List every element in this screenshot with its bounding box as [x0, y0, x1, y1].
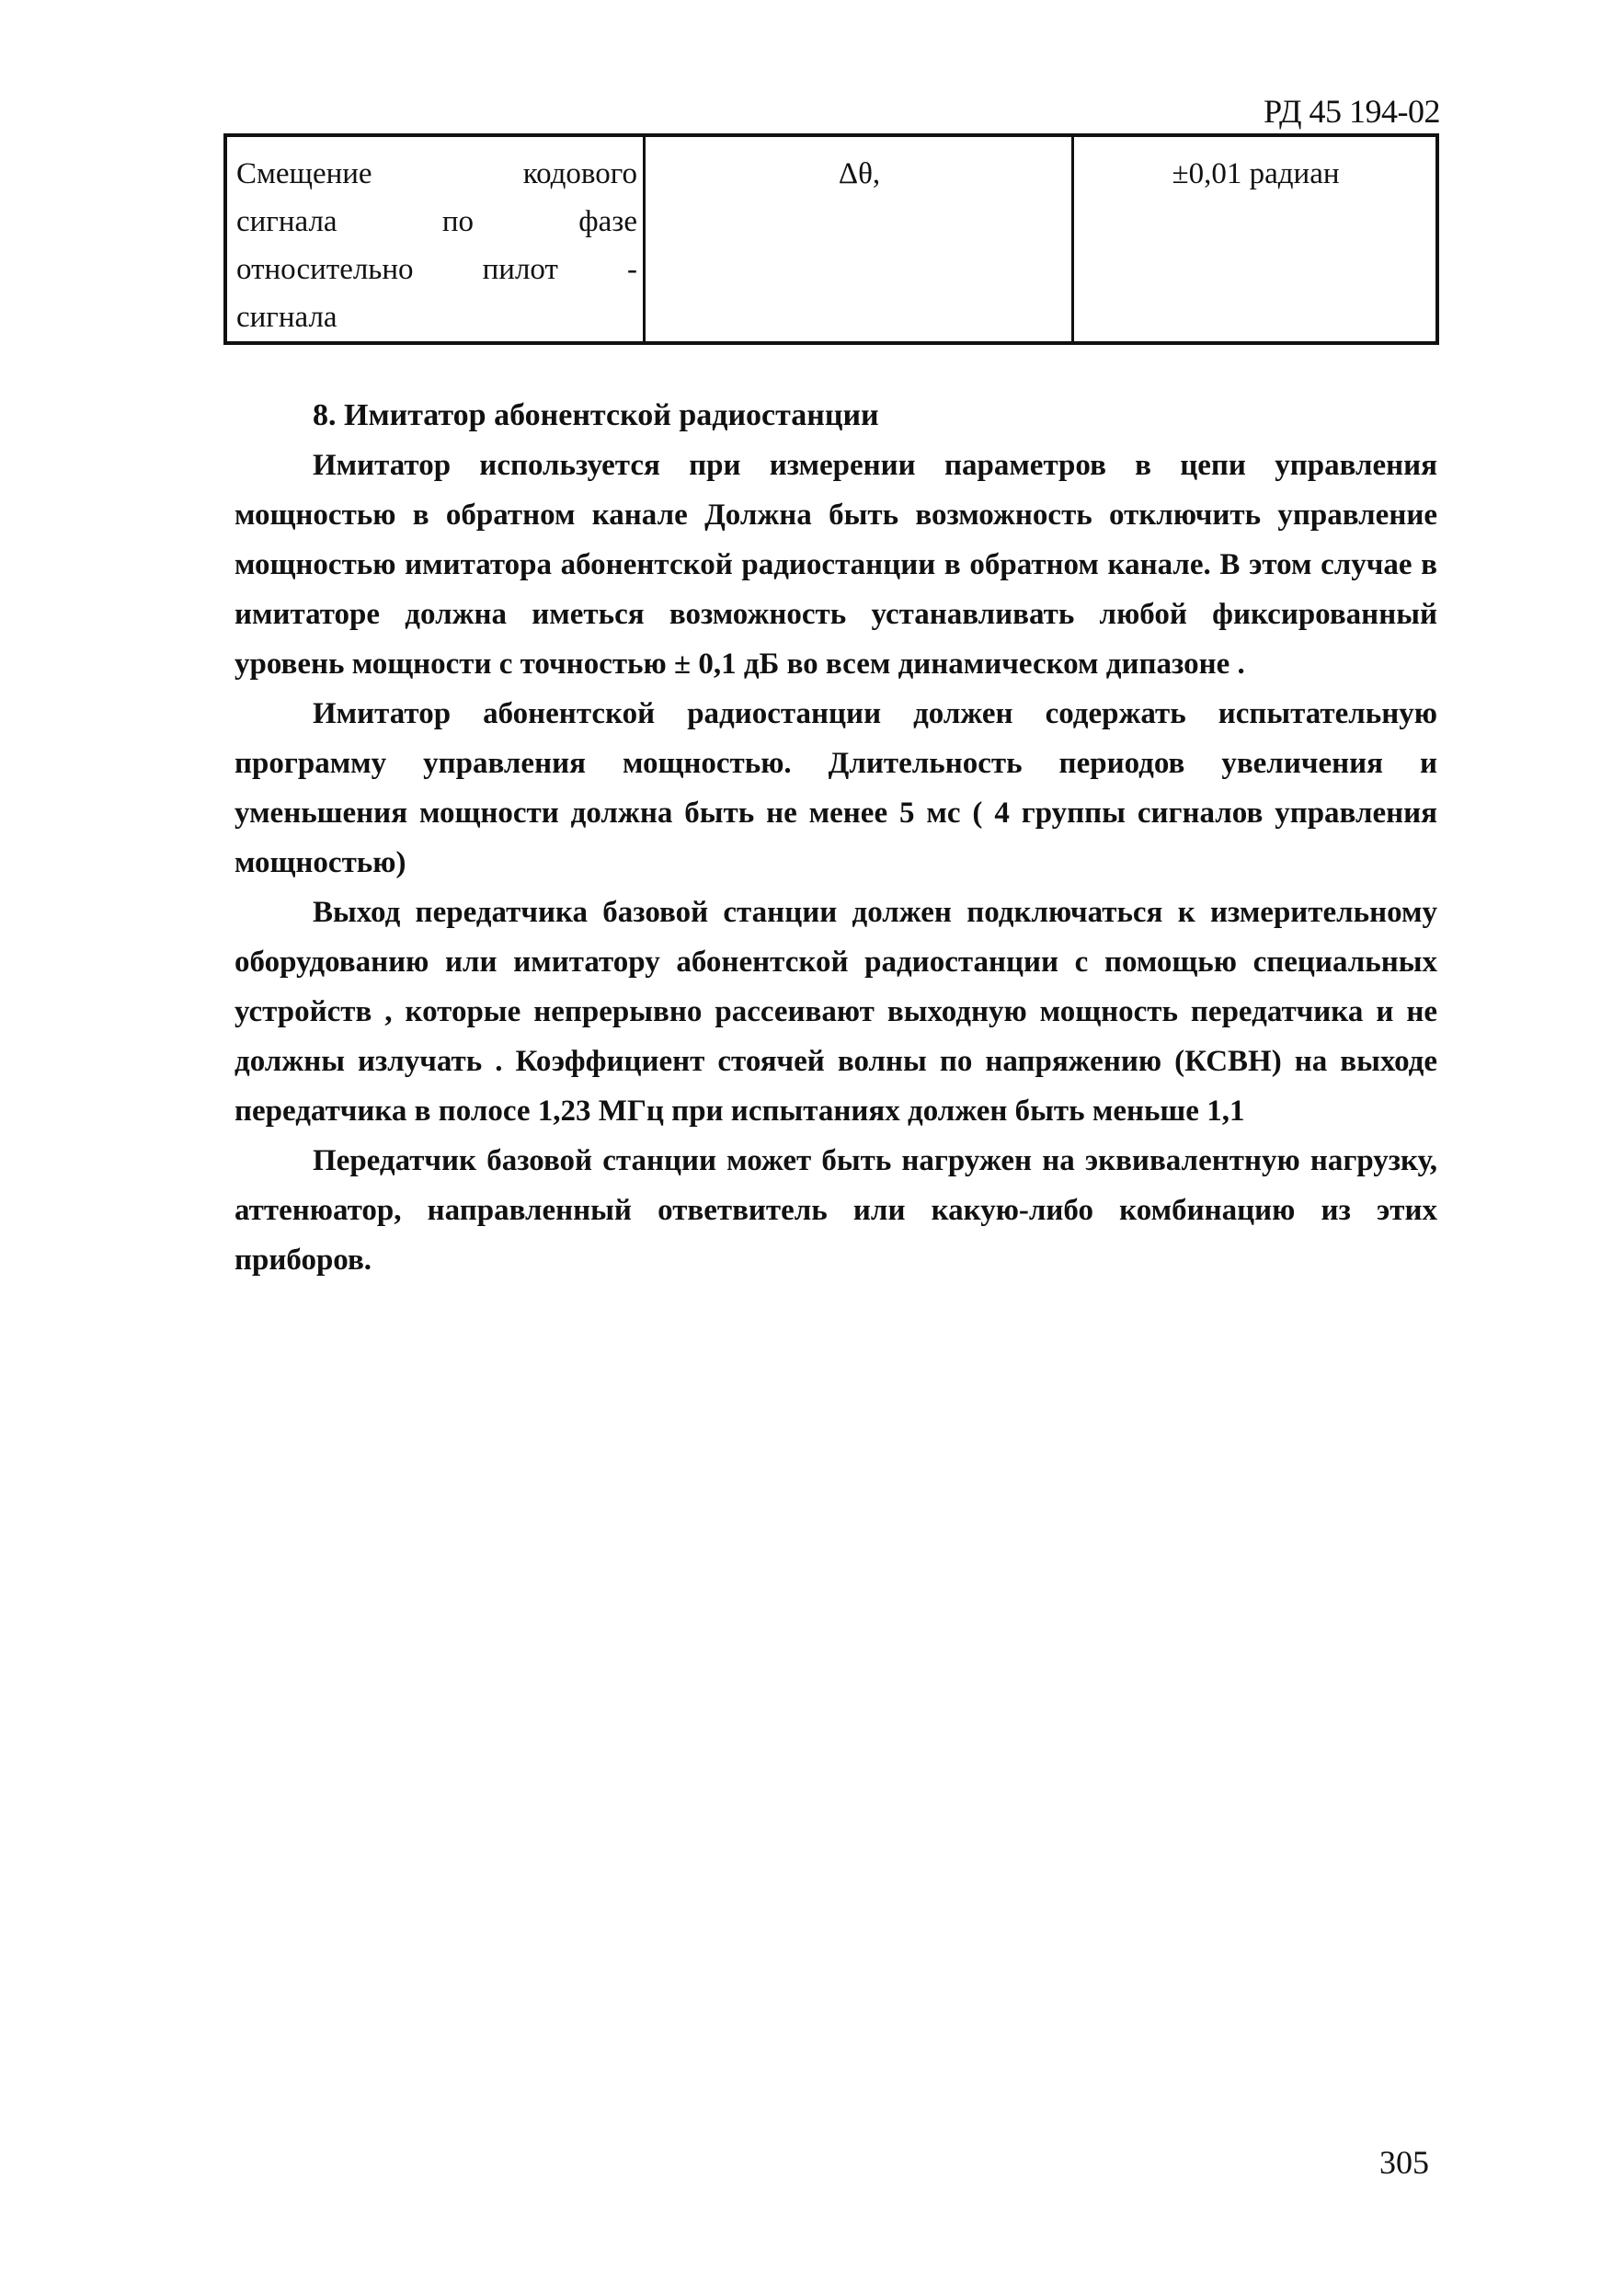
paragraph: Имитатор абонентской радиостанции должен содержать испытательную программу управления мощностью. Длительность периодов увеличения и уменьшения мощности должна быть не менее 5 мс ( 4 группы сигналов управления мощностью)	[234, 697, 1437, 879]
parameter-line: сигнала	[236, 301, 337, 334]
paragraph: Выход передатчика базовой станции должен подключаться к измерительному оборудованию или имитатору абонентской радиостанции с помощью специальных устройств , которые непрерывно рассеивают выходную мощность передатчика и не должны излучать . Коэффициент стоячей волны по напряжению (КСВН) на выходе передатчика в полосе 1,23 МГц при испытаниях должен быть меньше 1,1	[234, 896, 1437, 1128]
parameter-cell	[225, 135, 645, 343]
parameter-line: относительно пилот -	[236, 253, 637, 286]
parameter-table	[223, 133, 1439, 345]
parameter-line: сигнала по фазе	[236, 205, 637, 238]
symbol-cell: Δθ,	[645, 135, 1073, 343]
parameter-line: Смещение кодового	[236, 157, 637, 190]
paragraph: Передатчик базовой станции может быть нагружен на эквивалентную нагрузку, аттенюатор, направленный ответвитель или какую-либо комбинацию из этих приборов.	[234, 1144, 1437, 1277]
table-row	[225, 135, 1437, 343]
value-cell: ±0,01 радиан	[1073, 135, 1438, 343]
paragraph: Имитатор используется при измерении параметров в цепи управления мощностью в обратном канале Должна быть возможность отключить управление мощностью имитатора абонентской радиостанции в обратном канале. В этом случае в имитаторе должна иметься возможность устанавливать любой фиксированный уровень мощности с точностью ± 0,1 дБ во всем динамическом дипазоне .	[234, 449, 1437, 681]
page-number: 305	[1379, 2144, 1429, 2181]
section-content	[234, 391, 1437, 1285]
section-heading: 8. Имитатор абонентской радиостанции	[313, 398, 879, 432]
document-code: РД 45 194-02	[1264, 93, 1440, 130]
